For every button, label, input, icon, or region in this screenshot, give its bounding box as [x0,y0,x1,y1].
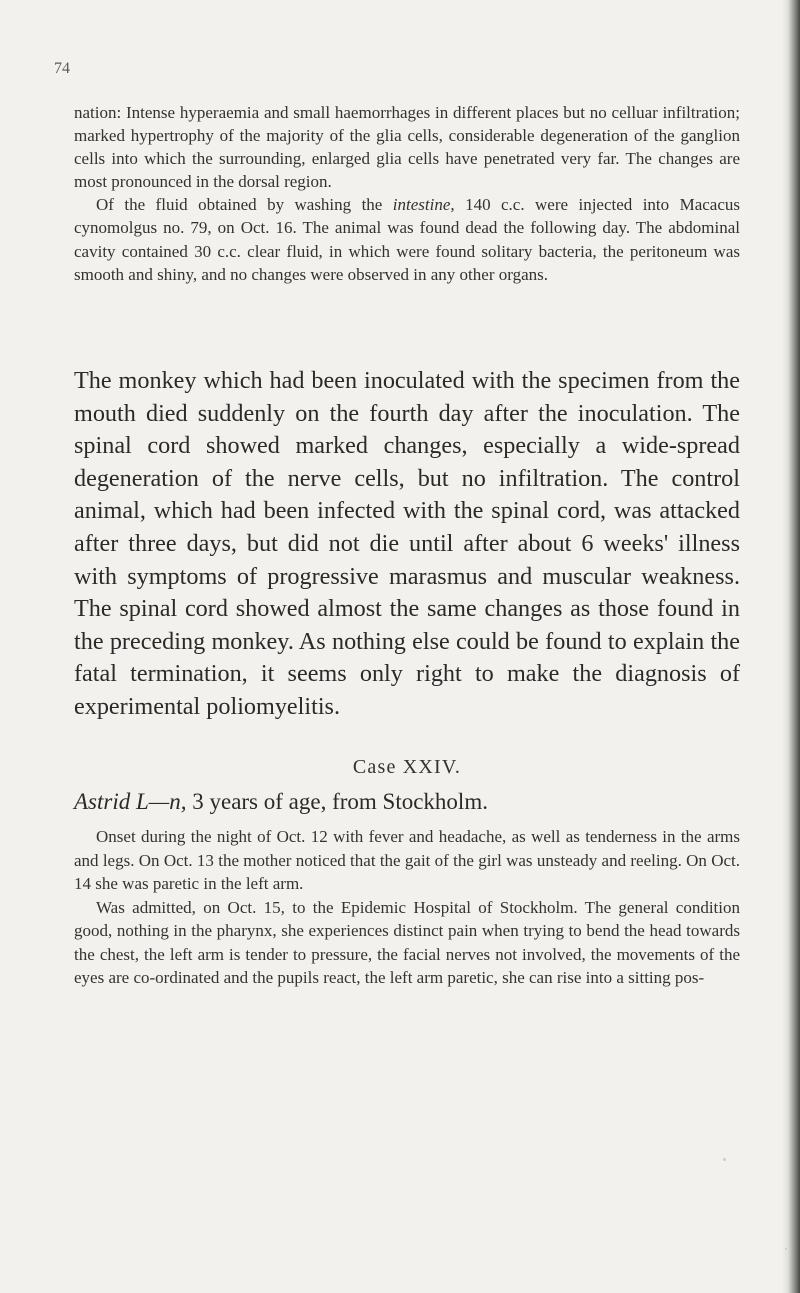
case-description [74,825,740,990]
paragraph-intestine-fluid [74,193,740,285]
scan-shadow-edge [782,0,800,1293]
case-title [74,786,740,818]
dust-speck [785,1248,787,1250]
upper-small-text [74,101,740,286]
italic-intestine: intestine, [392,195,455,215]
paragraph-monkey-inoculation: The monkey which had been inoculated with the specimen from the mouth died suddenly on the fourth day after the inoculation. The spinal cord showed marked changes, especially a wide-spread degeneration of the nerve cells, but no infiltration. The control animal, which had been infected with the spinal cord, was attacked after three days, but did not die until after about 6 weeks' illness with symptoms of progressive marasmus and muscular weakness. The spinal cord showed almost the same changes as those found in the preceding monkey. As nothing else could be found to explain the fatal termination, it seems only right to make the diagnosis of experimental poliomyelitis. [74,367,740,720]
page-number: 74 [54,60,70,77]
dust-speck [723,1158,726,1161]
paragraph-admission: Was admitted, on Oct. 15, to the Epidemic Hospital of Stockholm. The general condition good, nothing in the pharynx, she experiences distinct pain when trying to bend the head towards the chest, the left arm is tender to pressure, the facial nerves not involved, the movements of the eyes are co-ordinated and the pupils react, the left arm paretic, she can rise into a sitting pos- [74,897,740,987]
paragraph-onset: Onset during the night of Oct. 12 with fever and headache, as well as tenderness in the arms and legs. On Oct. 13 the mother noticed that the gait of the girl was unsteady and reeling. On Oct. 14 she was paretic in the left arm. [74,827,740,893]
patient-details: 3 years of age, from Stockholm. [186,789,488,814]
paragraph-intestine-end: 140 c.c. were injected into Macacus cynomolgus no. 79, on Oct. 16. The animal was found dead the following day. The abdominal cavity contained 30 c.c. clear fluid, in which were found solitary bacteria, the peritoneum was smooth and shiny, and no changes were observed in any other organs. [74,195,740,284]
case-heading: Case XXIV. [352,756,462,778]
patient-name: Astrid L—n, [74,789,187,814]
paragraph-intestine-start: Of the fluid obtained by washing the [96,195,393,215]
large-text-block [74,365,740,724]
paragraph-nation: nation: Intense hyperaemia and small haemorrhages in different places but no celluar infiltration; marked hypertrophy of the majority of the glia cells, considerable degeneration of the ganglion cells into which the surrounding, enlarged glia cells have penetrated very far. The changes are most pronounced in the dorsal region. [74,103,740,192]
